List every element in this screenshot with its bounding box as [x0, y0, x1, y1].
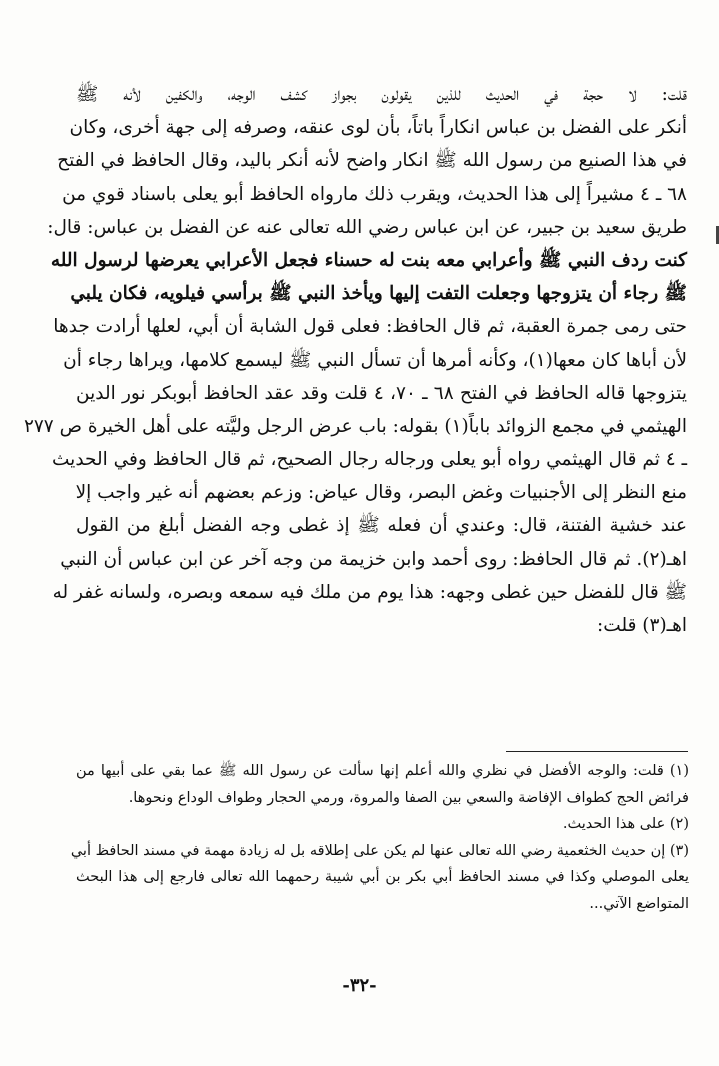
footnote-line: (٢) على هذا الحديث.: [562, 816, 689, 832]
text-line: اهـ(٢). ثم قال الحافظ: روى أحمد وابن خزيمة من وجه آخر عن ابن عباس أن النبي: [60, 548, 687, 570]
footnote-line: فرائض الحج كطواف الإفاضة والسعي بين الصفا والمروة، ورمي الحجار وطواف الوداع ونحوها.: [128, 789, 689, 806]
text-line: لأن أباها كان معها(١)، وكأنه أمرها أن تسأل النبي ﷺ ليسمع كلامها، ويراها رجاء أن: [63, 349, 687, 371]
footnotes: [70, 758, 689, 917]
text-line: ٦٨ ـ ٤ مشيراً إلى هذا الحديث، ويقرب ذلك مارواه الحافظ أبو يعلى باسناد قوي من: [62, 183, 687, 205]
main-text: [23, 78, 687, 642]
footnote-line: المتواضع الآتي...: [589, 895, 689, 912]
hadith-quote-line: ﷺ رجاء أن يتزوجها وجعلت التفت إليها ويأخذ النبي ﷺ برأسي فيلويه، فكان يلبي: [70, 283, 687, 305]
text-line: يتزوجها قاله الحافظ في الفتح ٦٨ ـ ٧٠، ٤ قلت وقد عقد الحافظ أبوبكر نور الدين: [76, 382, 687, 404]
text-line: أنكر على الفضل بن عباس انكاراً باتاً، بأن لوى عنقه، وصرفه إلى جهة أخرى، وكان: [69, 117, 687, 139]
text-line: ﷺ قال للفضل حين غطى وجهه: هذا يوم من ملك فيه سمعه وبصره، ولسانه غفر له: [52, 581, 687, 603]
text-line: طريق سعيد بن جبير، عن ابن عباس رضي الله تعالى عنه عن الفضل بن عباس: قال:: [47, 216, 687, 238]
text-line: اهـ(٣) قلت:: [597, 615, 687, 636]
text-line: ـ ٤ ثم قال الهيثمي رواه أبو يعلى ورجاله رجال الصحيح، ثم قال الحافظ وفي الحديث: [52, 449, 687, 471]
hadith-quote-line: كنت ردف النبي ﷺ وأعرابي معه بنت له حسناء فجعل الأعرابي يعرضها لرسول الله: [50, 249, 687, 271]
footnote-line: يعلى الموصلي وكذا في مسند الحافظ أبي بكر بن أبي شيبة رحمهما الله تعالى فارجع إلى هذا البحث: [76, 869, 689, 885]
text-line: عند خشية الفتنة، قال: وعندي أن فعله ﷺ إذ غطى وجه الفضل أبلغ من القول: [76, 515, 687, 537]
footnote-divider: [506, 751, 688, 752]
text-line: في هذا الصنيع من رسول الله ﷺ انكار واضح لأنه أنكر باليد، وقال الحافظ في الفتح: [57, 150, 687, 172]
page-number: -٣٢-: [342, 975, 377, 996]
text-line: منع النظر إلى الأجنبيات وغض البصر، وقال عياض: وزعم بعضهم أنه غير واجب إلا: [75, 482, 687, 504]
footnote-line: (٣) إن حديث الخثعمية رضي الله تعالى عنها لم يكن على إطلاقه بل له زيادة مهمة في مسند الحافظ أبي: [70, 842, 689, 859]
footnote-line: (١) قلت: والوجه الأفضل في نظري والله أعلم إنها سألت عن رسول الله ﷺ عما بقي على أبيها من: [76, 763, 689, 779]
text-line: الهيثمي في مجمع الزوائد باباً(١) بقوله: باب عرض الرجل وليَّته على أهل الخيرة ص ٢٧٧: [23, 415, 687, 437]
text-line: قلت: لا حجة في الحديث للذين يقولون بجواز كشف الوجه، والكفين لأنه ﷺ: [76, 84, 687, 105]
text-line: حتى رمى جمرة العقبة، ثم قال الحافظ: فعلى قول الشابة أن أبي، لعلها أرادت جدها: [53, 316, 687, 338]
